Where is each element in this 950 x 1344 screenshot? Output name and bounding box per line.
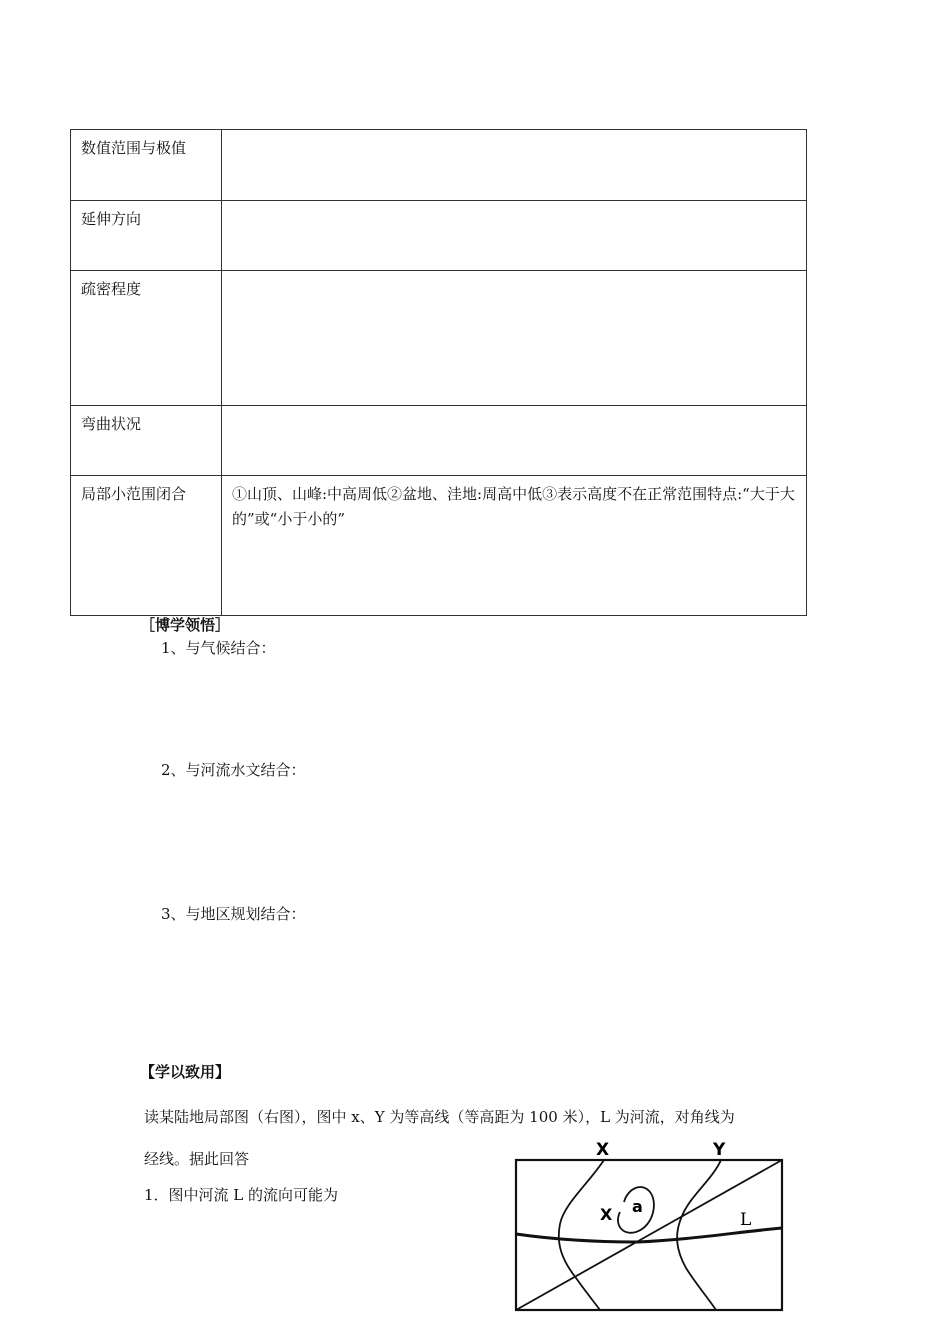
section-heading-xyzy: 【学以致用】 [140, 1063, 231, 1081]
label-a: a [632, 1197, 643, 1216]
row-label: 延伸方向 [71, 201, 222, 271]
bxlw-item-planning: 3、与地区规划结合： [161, 905, 306, 923]
label-x-inner: X [600, 1205, 613, 1224]
table-row [71, 271, 807, 406]
row-content [222, 271, 807, 406]
intro-text: 读某陆地局部图（右图），图中 x、Y 为等高线（等高距为 100 米），L 为河流，对角线为 [144, 1108, 735, 1126]
row-content [222, 130, 807, 201]
table-row [71, 201, 807, 271]
table-row [71, 130, 807, 201]
row-label: 数值范围与极值 [71, 130, 222, 201]
row-content: ①山顶、山峰:中高周低②盆地、洼地:周高中低③表示高度不在正常范围特点:“大于大的”或“小于小的” [222, 476, 807, 616]
bxlw-item-hydrology: 2、与河流水文结合： [161, 761, 306, 779]
contour-line-x [559, 1160, 604, 1310]
contour-map-figure [508, 1136, 790, 1316]
meridian-diagonal [516, 1160, 782, 1310]
row-content [222, 201, 807, 271]
row-label: 弯曲状况 [71, 406, 222, 476]
table-row [71, 406, 807, 476]
table-row [71, 476, 807, 616]
row-content [222, 406, 807, 476]
row-label: 局部小范围闭合 [71, 476, 222, 616]
question-1: 1．图中河流 L 的流向可能为 [144, 1186, 339, 1204]
label-x-top: X [596, 1140, 610, 1160]
label-l: L [740, 1210, 752, 1230]
label-y-top: Y [713, 1140, 726, 1160]
row-label: 疏密程度 [71, 271, 222, 406]
section-heading-bxlw: ［博学领悟］ [140, 616, 231, 634]
intro-text-cont: 经线。据此回答 [144, 1150, 250, 1168]
contour-summary-table [70, 129, 807, 616]
bxlw-item-climate: 1、与气候结合： [161, 639, 276, 657]
